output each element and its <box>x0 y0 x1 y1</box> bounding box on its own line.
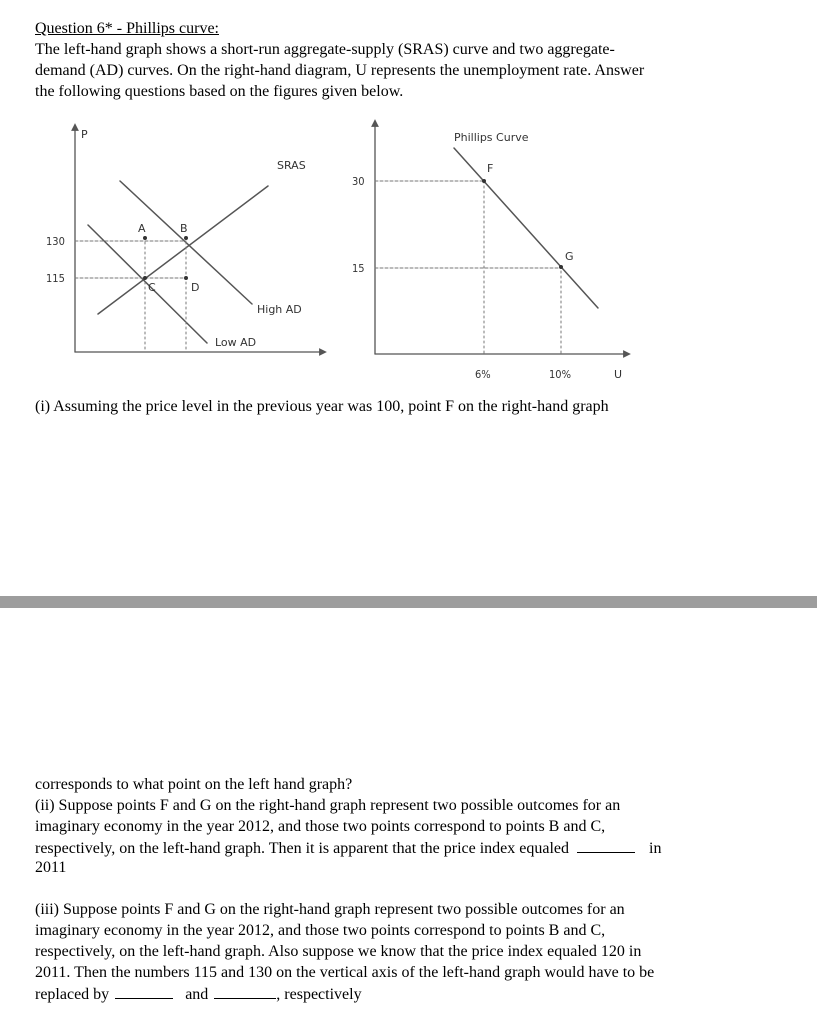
part-i-start: (i) Assuming the price level in the previous year was 100, point F on the right-hand graph <box>35 398 609 415</box>
intro-line-1: The left-hand graph shows a short-run aggregate-supply (SRAS) curve and two aggregate- <box>35 41 615 58</box>
tick-15: 15 <box>352 262 365 275</box>
left-graph <box>46 127 323 352</box>
point-g-dot <box>559 265 563 269</box>
point-c-dot <box>143 276 147 280</box>
part-i-end: corresponds to what point on the left hand graph? <box>35 776 353 793</box>
part-ii-line-4: 2011 <box>35 859 67 876</box>
part-ii-line-3 <box>35 838 661 859</box>
point-b-dot <box>184 236 188 240</box>
question-title: Question 6* - Phillips curve: <box>35 20 219 37</box>
page-divider <box>0 596 817 608</box>
point-b-label: B <box>180 222 188 235</box>
answer-blank-ii[interactable] <box>577 838 635 853</box>
tick-30: 30 <box>352 175 365 188</box>
sras-label: SRAS <box>277 159 306 172</box>
part-ii-line-3-text: respectively, on the left-hand graph. Then it is apparent that the price index equaled <box>35 840 570 857</box>
point-c-label: C <box>148 281 156 294</box>
point-f-label: F <box>487 162 494 175</box>
left-axis-p-label: P <box>81 128 88 141</box>
answer-blank-iii-2[interactable] <box>214 984 276 999</box>
part-iii-line-2: imaginary economy in the year 2012, and those two points correspond to points B and C, <box>35 922 606 939</box>
part-iii-last-start: replaced by <box>35 986 110 1003</box>
figures <box>0 0 817 400</box>
point-g-label: G <box>565 250 574 263</box>
point-f-dot <box>482 179 486 183</box>
point-d-label: D <box>191 281 200 294</box>
part-iii-line-4: 2011. Then the numbers 115 and 130 on the vertical axis of the left-hand graph would have to be <box>35 964 655 981</box>
part-iii-line-5 <box>35 984 362 1005</box>
phillips-curve-label: Phillips Curve <box>454 131 529 144</box>
part-iii-line-3: respectively, on the left-hand graph. Also suppose we know that the price index equaled 120 in <box>35 943 642 960</box>
phillips-curve <box>454 148 598 308</box>
part-ii-line-2: imaginary economy in the year 2012, and those two points correspond to points B and C, <box>35 818 606 835</box>
part-ii-line-3-end: in <box>649 840 662 857</box>
point-a-dot <box>143 236 147 240</box>
point-d-dot <box>184 276 188 280</box>
point-a-label: A <box>138 222 146 235</box>
tick-115: 115 <box>46 272 65 285</box>
high-ad-label: High AD <box>257 303 302 316</box>
x-tick-6pct: 6% <box>475 368 491 381</box>
right-graph <box>352 123 627 381</box>
intro-line-3: the following questions based on the figures given below. <box>35 83 404 100</box>
intro-line-2: demand (AD) curves. On the right-hand diagram, U represents the unemployment rate. Answer <box>35 62 645 79</box>
tick-130: 130 <box>46 235 65 248</box>
low-ad-label: Low AD <box>215 336 257 349</box>
part-iii-last-mid: and <box>185 986 209 1003</box>
part-iii-line-1: (iii) Suppose points F and G on the right-hand graph represent two possible outcomes for an <box>35 901 625 918</box>
part-ii-line-1: (ii) Suppose points F and G on the right-hand graph represent two possible outcomes for an <box>35 797 621 814</box>
x-tick-10pct: 10% <box>549 368 571 381</box>
part-iii-last-end: , respectively <box>276 986 362 1003</box>
right-axis-u-label: U <box>614 368 623 381</box>
answer-blank-iii-1[interactable] <box>115 984 173 999</box>
